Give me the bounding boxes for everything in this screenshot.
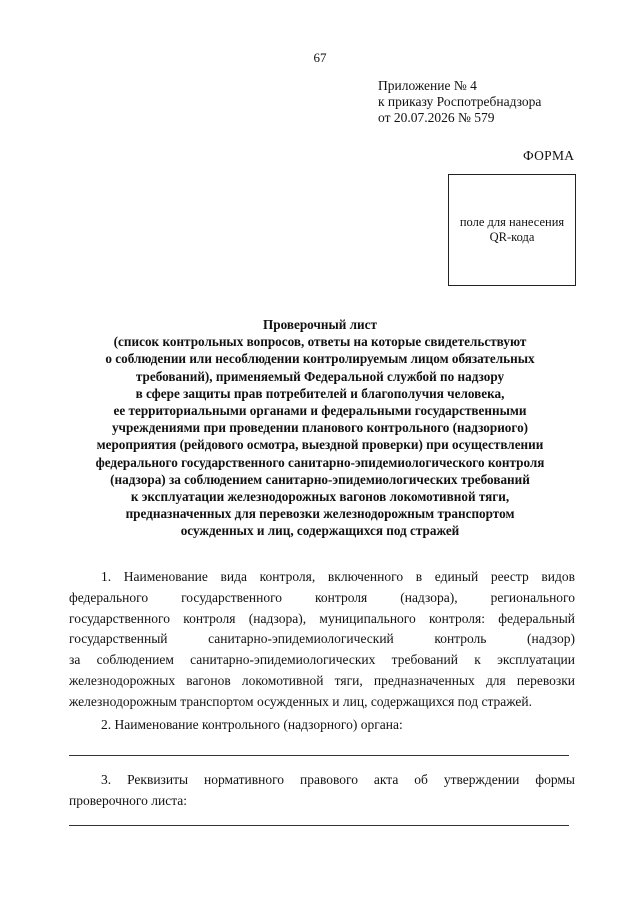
title-line: требований), применяемый Федеральной службой по надзору [135, 368, 505, 384]
paragraph-line: железнодорожных вагонов локомотивной тяги, предназначенных для перевозки [69, 672, 575, 688]
paragraph-line: 2. Наименование контрольного (надзорного) органа: [101, 717, 403, 732]
qr-code-field [448, 174, 576, 286]
paragraph-line: железнодорожным транспортом осужденных и лиц, содержащихся под стражей. [69, 693, 533, 709]
page-number: 67 [313, 50, 327, 65]
title-line: о соблюдении или несоблюдении контролируемым лицом обязательных [105, 351, 535, 367]
title-line: Проверочный лист [263, 317, 377, 332]
title-line: учреждениями при проведении планового контрольного (надзориого) [111, 420, 529, 436]
paragraph-line: федерального государственного контроля (надзора), регионального [69, 589, 575, 605]
document-title [60, 316, 580, 540]
paragraph-line: проверочного листа: [69, 792, 188, 808]
title-line: федерального государственного санитарно-эпидемиологического контроля [95, 454, 545, 470]
appendix-block [378, 78, 541, 126]
title-line: (надзора) за соблюдением санитарно-эпидемиологических требований [110, 471, 530, 487]
paragraph-line: 3. Реквизиты нормативного правового акта об утверждении формы [101, 772, 575, 787]
title-line: ее территориальными органами и федеральными государственными [113, 403, 527, 419]
title-line: осужденных и лиц, содержащихся под стражей [180, 523, 460, 539]
item-3-normative-act [69, 770, 575, 812]
paragraph-line: 1. Наименование вида контроля, включенного в единый реестр видов [101, 569, 575, 584]
appendix-order-date: от 20.07.2026 № 579 [378, 110, 495, 125]
qr-field-caption-line2: QR-кода [489, 230, 535, 244]
normative-act-fill-line[interactable] [69, 825, 569, 826]
title-line: предназначенных для перевозки железнодорожным транспортом [125, 506, 515, 522]
appendix-number: Приложение № 4 [378, 78, 477, 93]
qr-field-caption-line1: поле для нанесения [459, 215, 565, 229]
paragraph-line: государственного контроля (надзора), муниципального контроля: федеральный [69, 610, 575, 626]
paragraph-line: государственный санитарно-эпидемиологический контроль (надзор) [69, 631, 575, 647]
title-line: (список контрольных вопросов, ответы на которые свидетельствуют [113, 334, 527, 350]
title-line: в сфере защиты прав потребителей и благополучия человека, [135, 385, 505, 401]
authority-name-fill-line[interactable] [69, 755, 569, 756]
form-label: ФОРМА [523, 148, 575, 163]
paragraph-line: за соблюдением санитарно-эпидемиологических требований к эксплуатации [69, 652, 575, 668]
item-1-control-type [69, 567, 575, 713]
title-line: мероприятия (рейдового осмотра, выездной проверки) при осуществлении [96, 437, 544, 453]
item-2-authority-name [69, 715, 575, 736]
title-line: к эксплуатации железнодорожных вагонов локомотивной тяги, [130, 489, 510, 505]
appendix-order-reference: к приказу Роспотребнадзора [378, 94, 542, 109]
